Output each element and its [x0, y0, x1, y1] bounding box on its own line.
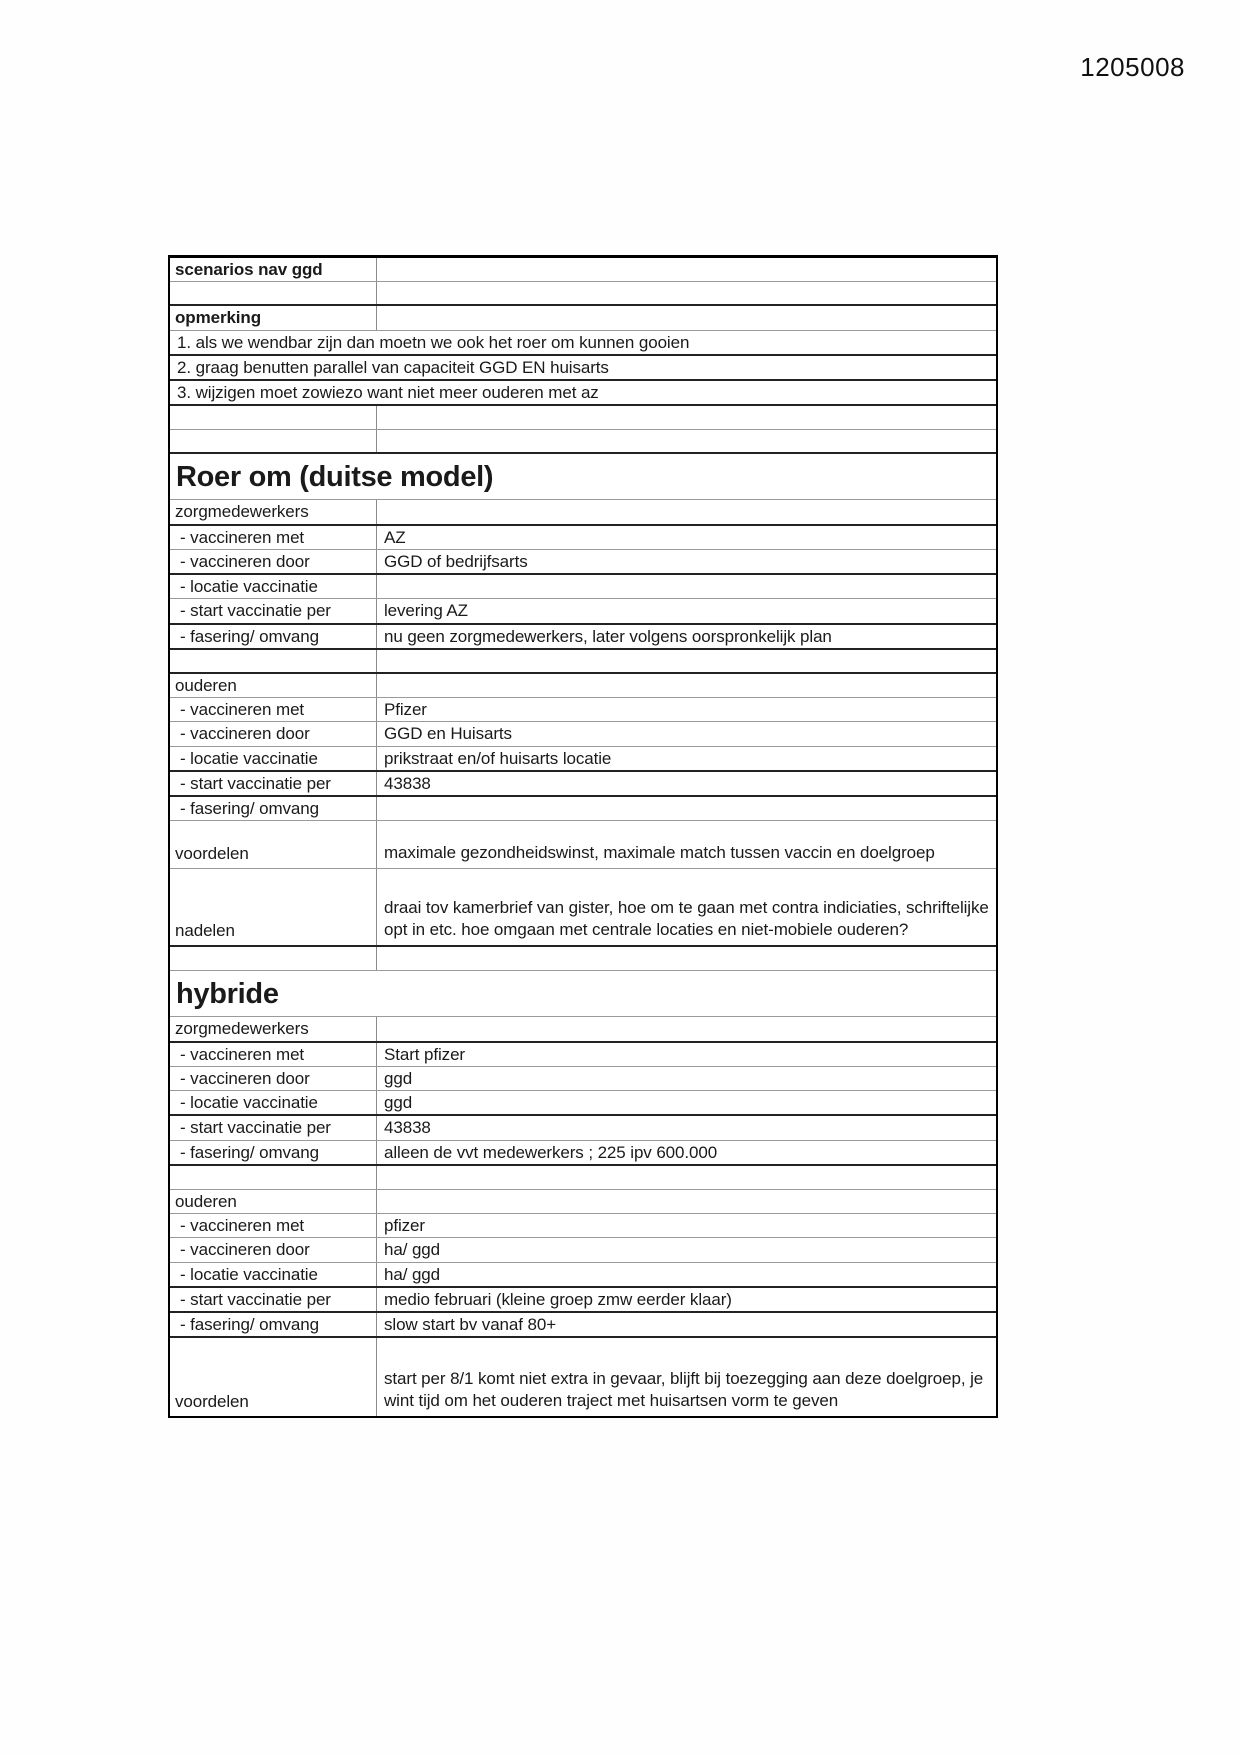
- row-label: - vaccineren door: [170, 722, 377, 745]
- table-row: [170, 1116, 996, 1140]
- row-value: Start pfizer: [384, 1044, 465, 1064]
- row-text: 1. als we wendbar zijn dan moetn we ook het roer om kunnen gooien: [177, 332, 690, 352]
- table-row: [170, 971, 996, 1017]
- table-row: [170, 599, 996, 624]
- row-value: ggd: [384, 1068, 413, 1088]
- table-row: [170, 406, 996, 430]
- table-row: [170, 674, 996, 698]
- table-row: [170, 381, 996, 406]
- row-text: 3. wijzigen moet zowiezo want niet meer ouderen met az: [177, 383, 599, 402]
- row-label: - locatie vaccinatie: [170, 1263, 377, 1286]
- row-value: maximale gezondheidswinst, maximale match tussen vaccin en doelgroep: [384, 843, 935, 863]
- table-row: [170, 282, 996, 306]
- row-value: alleen de vvt medewerkers ; 225 ipv 600.000: [384, 1142, 718, 1162]
- table-row: [170, 698, 996, 722]
- row-label: - locatie vaccinatie: [170, 747, 377, 770]
- row-text: 2. graag benutten parallel van capaciteit GGD EN huisarts: [177, 357, 609, 377]
- table-row: [170, 797, 996, 821]
- row-label: [170, 1166, 377, 1189]
- table-row: [170, 1338, 996, 1416]
- row-value: start per 8/1 komt niet extra in gevaar, blijft bij toezegging aan deze doelgroep, je wint tijd om het ouderen traject met huisartsen vorm te geven: [384, 1369, 984, 1411]
- row-value: [377, 674, 996, 697]
- row-value: ha/ ggd: [384, 1264, 441, 1284]
- row-value: [377, 1190, 996, 1213]
- row-value: nu geen zorgmedewerkers, later volgens oorspronkelijk plan: [384, 626, 832, 646]
- row-label: ouderen: [170, 674, 377, 697]
- row-label: nadelen: [170, 869, 377, 945]
- row-value: 43838: [384, 1118, 431, 1138]
- row-value: ha/ ggd: [384, 1240, 441, 1260]
- page-number: 1205008: [1080, 52, 1185, 82]
- row-label: - vaccineren door: [170, 1238, 377, 1261]
- table-row: [170, 331, 996, 356]
- row-label: - fasering/ omvang: [170, 1141, 377, 1164]
- row-value: [377, 1017, 996, 1040]
- row-label: - vaccineren met: [170, 526, 377, 549]
- section-title: hybride: [176, 977, 279, 1010]
- row-value: ggd: [384, 1093, 413, 1112]
- row-value: 43838: [384, 773, 431, 793]
- row-value: [377, 797, 996, 820]
- row-value: [377, 947, 996, 970]
- row-label: - vaccineren door: [170, 550, 377, 573]
- row-label: - locatie vaccinatie: [170, 575, 377, 598]
- row-label: - vaccineren door: [170, 1067, 377, 1090]
- table-row: [170, 1067, 996, 1091]
- row-label: voordelen: [170, 821, 377, 868]
- row-value: pfizer: [384, 1216, 425, 1235]
- row-value: levering AZ: [384, 601, 468, 621]
- table-row: [170, 869, 996, 947]
- row-value: GGD of bedrijfsarts: [384, 551, 528, 571]
- table-row: [170, 1166, 996, 1190]
- row-label: - locatie vaccinatie: [170, 1091, 377, 1114]
- row-label: zorgmedewerkers: [170, 500, 377, 523]
- row-value: [377, 1166, 996, 1189]
- table-row: [170, 650, 996, 674]
- row-label: ouderen: [170, 1190, 377, 1213]
- table-row: [170, 947, 996, 971]
- row-label: [170, 282, 377, 304]
- row-label: - fasering/ omvang: [170, 1313, 377, 1336]
- row-label: zorgmedewerkers: [170, 1017, 377, 1040]
- row-label: - vaccineren met: [170, 1043, 377, 1066]
- table-row: [170, 356, 996, 381]
- table-row: [170, 454, 996, 500]
- row-label: opmerking: [170, 306, 377, 329]
- table-row: [170, 772, 996, 797]
- table-row: [170, 1091, 996, 1116]
- row-value: [377, 650, 996, 672]
- row-label: - start vaccinatie per: [170, 599, 377, 622]
- table-row: [170, 1017, 996, 1042]
- row-value: [377, 258, 996, 281]
- table-row: [170, 821, 996, 869]
- table-row: [170, 1141, 996, 1166]
- scenarios-table: [168, 255, 998, 1418]
- table-row: [170, 430, 996, 454]
- row-value: [377, 406, 996, 429]
- row-label: - start vaccinatie per: [170, 1288, 377, 1311]
- row-label: scenarios nav ggd: [170, 258, 377, 281]
- table-row: [170, 1313, 996, 1338]
- table-row: [170, 306, 996, 330]
- section-title: Roer om (duitse model): [176, 460, 494, 493]
- table-row: [170, 500, 996, 525]
- row-value: [377, 306, 996, 329]
- row-label: voordelen: [170, 1338, 377, 1416]
- row-label: - vaccineren met: [170, 1214, 377, 1237]
- table-row: [170, 1288, 996, 1313]
- table-row: [170, 625, 996, 650]
- row-label: - start vaccinatie per: [170, 1116, 377, 1139]
- row-value: medio februari (kleine groep zmw eerder klaar): [384, 1289, 732, 1309]
- row-value: AZ: [384, 527, 406, 547]
- row-label: - fasering/ omvang: [170, 797, 377, 820]
- row-label: - fasering/ omvang: [170, 625, 377, 648]
- row-label: [170, 650, 377, 672]
- row-label: [170, 406, 377, 429]
- row-label: [170, 947, 377, 970]
- table-row: [170, 747, 996, 772]
- table-row: [170, 1043, 996, 1067]
- row-label: - vaccineren met: [170, 698, 377, 721]
- row-label: [170, 430, 377, 452]
- row-value: draai tov kamerbrief van gister, hoe om te gaan met contra indiciaties, schriftelijke opt in etc. hoe omgaan met centrale locaties en niet-mobiele ouderen?: [384, 898, 989, 940]
- table-row: [170, 722, 996, 746]
- table-row: [170, 1238, 996, 1262]
- table-row: [170, 526, 996, 550]
- table-row: [170, 1190, 996, 1214]
- row-value: [377, 282, 996, 304]
- row-value: slow start bv vanaf 80+: [384, 1315, 557, 1334]
- table-row: [170, 1263, 996, 1288]
- row-label: - start vaccinatie per: [170, 772, 377, 795]
- row-value: GGD en Huisarts: [384, 724, 512, 744]
- row-value: [377, 430, 996, 452]
- row-value: [377, 500, 996, 523]
- table-row: [170, 258, 996, 282]
- row-value: Pfizer: [384, 700, 427, 719]
- row-value: [377, 575, 996, 598]
- table-row: [170, 550, 996, 575]
- table-row: [170, 1214, 996, 1238]
- row-value: prikstraat en/of huisarts locatie: [384, 748, 612, 768]
- table-row: [170, 575, 996, 599]
